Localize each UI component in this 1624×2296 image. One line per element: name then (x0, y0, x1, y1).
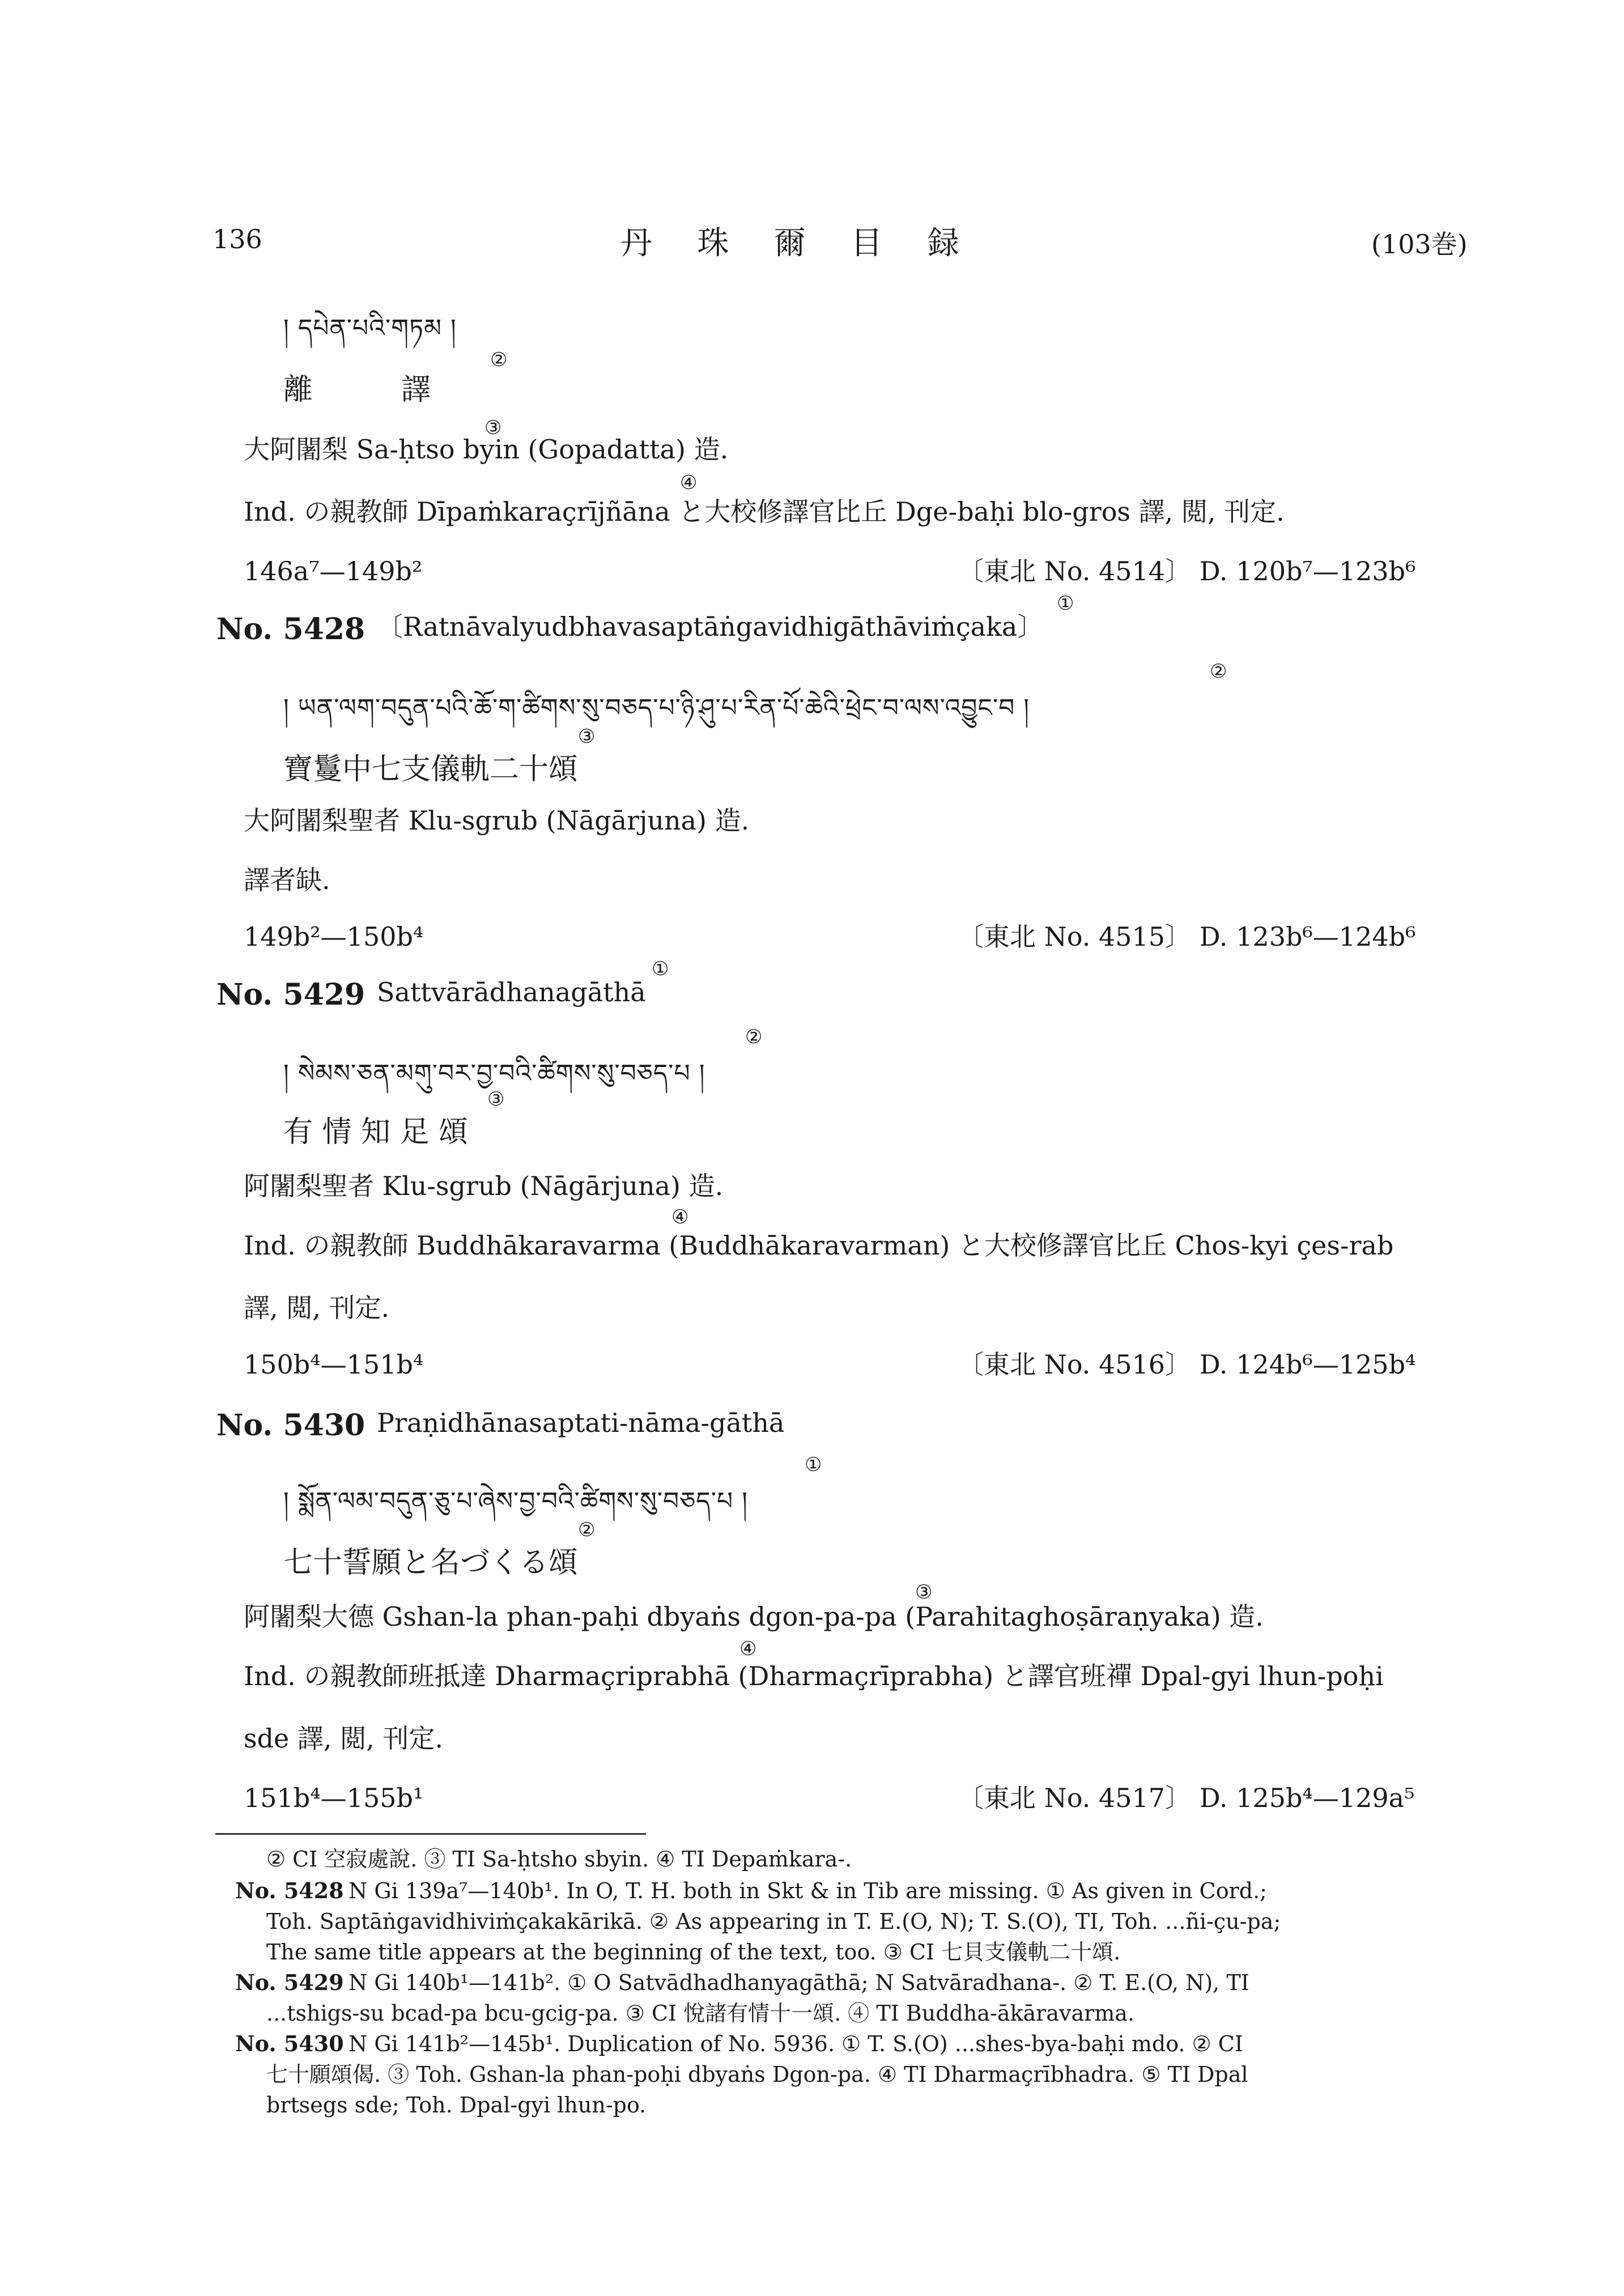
volume-label: (103巻) (1371, 229, 1468, 260)
footnote-marker: ① (652, 958, 669, 980)
footnote-marker: ④ (739, 1638, 757, 1660)
entry-number: No. 5430 (216, 1408, 365, 1443)
footnote-line: N Gi 140b¹—141b². ① O Satvādhadhanyagāthā; N Satvāradhana-. ② T. E.(O, N), TI (348, 1970, 1249, 1995)
sanskrit-title: Sattvārādhanagāthā (377, 977, 646, 1007)
tibetan-title: ། སྨོན་ལམ་བདུན་ཅུ་པ་ཞེས་བྱ་བའི་ཚིགས་སུ་བཅད་པ ། (283, 1487, 748, 1516)
footnote-marker: ② (578, 1519, 596, 1541)
footnote-line: N Gi 141b²—145b¹. Duplication of No. 5936. ① T. S.(O) ...shes-bya-baḥi mdo. ② CI (348, 2031, 1243, 2056)
footnote-marker: ③ (484, 416, 502, 439)
footnote-marker: ① (1057, 592, 1074, 615)
folio-range: 151b⁴—155b¹ (244, 1783, 424, 1813)
translator-line: Ind. の親教師 Buddhākaravarma (Buddhākaravarman) と大校修譯官比丘 Chos-kyi çes-rab (244, 1230, 1394, 1261)
chinese-title: 七十誓願と名づくる頌 (283, 1546, 579, 1580)
folio-range: 146a⁷—149b² (244, 556, 423, 586)
entry-number: No. 5428 (216, 612, 365, 647)
translator-line: Ind. の親教師 Dīpaṁkaraçrījñāna と大校修譯官比丘 Dge-baḥi blo-gros 譯, 閲, 刊定. (244, 496, 1285, 527)
footnote-marker: ① (805, 1453, 822, 1476)
folio-range: 150b⁴—151b⁴ (244, 1349, 424, 1380)
tibetan-title: ། ཡན་ལག་བདུན་པའི་ཆོ་ག་ཚིགས་སུ་བཅད་པ་ཉི་ཤུ་པ་རིན་པོ་ཆེའི་ཕྲེང་བ་ལས་འབྱུང་བ ། (283, 694, 1030, 722)
sanskrit-title: Praṇidhānasaptati-nāma-gāthā (377, 1408, 785, 1438)
chinese-title: 寶鬘中七支儀軌二十頌 (283, 752, 579, 786)
footnote-line: ...tshigs-su bcad-pa bcu-gcig-pa. ③ CI 悅諸有情十一頌. ④ TI Buddha-ākāravarma. (266, 2001, 1135, 2026)
footnote-marker: ③ (915, 1581, 933, 1604)
footnote-line: N Gi 139a⁷—140b¹. In O, T. H. both in Skt & in Tib are missing. ① As given in Cord.; (348, 1878, 1267, 1903)
footnote-line: ② CI 空寂處說. ③ TI Sa-ḥtsho sbyin. ④ TI Depaṁkara-. (266, 1847, 852, 1872)
entry-number: No. 5429 (216, 977, 365, 1012)
tohoku-reference: 〔東北 No. 4515〕 D. 123b⁶—124b⁶ (958, 921, 1416, 952)
folio-range: 149b²—150b⁴ (244, 921, 424, 952)
chinese-title: 有 情 知 足 頌 (283, 1115, 469, 1149)
page-number: 136 (212, 224, 262, 254)
footnote-marker: ③ (487, 1088, 505, 1111)
footnote-marker: ④ (680, 471, 698, 494)
footnote-marker: ④ (671, 1206, 689, 1228)
footnote-line: The same title appears at the beginning of the text, too. ③ CI 七貝支儀軌二十頌. (266, 1940, 1121, 1965)
page-title: 丹 珠 爾 目 録 (620, 225, 977, 262)
translator-line-continued: 譯, 閲, 刊定. (244, 1292, 390, 1323)
tohoku-reference: 〔東北 No. 4517〕 D. 125b⁴—129a⁵ (958, 1783, 1415, 1813)
translator-line: Ind. の親教師班抵達 Dharmaçriprabhā (Dharmaçrīprabha) と譯官班禪 Dpal-gyi lhun-poḥi (244, 1661, 1384, 1691)
sanskrit-title: 〔Ratnāvalyudbhavasaptāṅgavidhigāthāviṁçaka〕 (377, 611, 1044, 642)
tibetan-title: ། སེམས་ཅན་མགུ་བར་བྱ་བའི་ཚིགས་སུ་བཅད་པ ། (283, 1059, 705, 1088)
footnote-line: brtsegs sde; Toh. Dpal-gyi lhun-po. (266, 2093, 647, 2118)
author-line: 大阿闍梨 Sa-ḥtso byin (Gopadatta) 造. (244, 434, 729, 465)
footnote-label: No. 5430 (235, 2031, 344, 2056)
author-line: 阿闍梨聖者 Klu-sgrub (Nāgārjuna) 造. (244, 1171, 724, 1201)
footnote-rule (215, 1833, 646, 1835)
footnote-line: Toh. Saptāṅgavidhiviṁçakakārikā. ② As appearing in T. E.(O, N); T. S.(O), TI, Toh. ...ñi-çu-pa; (266, 1909, 1281, 1934)
tohoku-reference: 〔東北 No. 4516〕 D. 124b⁶—125b⁴ (958, 1349, 1416, 1380)
footnote-marker: ② (1210, 660, 1227, 683)
footnote-line: 七十願頌偈. ③ Toh. Gshan-la phan-poḥi dbyaṅs Dgon-pa. ④ TI Dharmaçrībhadra. ⑤ TI Dpal (266, 2062, 1248, 2087)
chinese-title: 離 譯 (283, 373, 431, 407)
tibetan-title: ། དཔེན་པའི་གཏམ ། (283, 314, 457, 343)
translator-line: 譯者缺. (244, 865, 330, 895)
footnote-marker: ② (745, 1026, 763, 1048)
footnote-marker: ③ (578, 725, 596, 748)
footnote-marker: ② (490, 348, 508, 371)
author-line: 阿闍梨大德 Gshan-la phan-paḥi dbyaṅs dgon-pa-pa (Parahitaghoṣāraṇyaka) 造. (244, 1601, 1264, 1632)
footnote-label: No. 5428 (235, 1878, 344, 1903)
footnote-label: No. 5429 (235, 1970, 344, 1995)
author-line: 大阿闍梨聖者 Klu-sgrub (Nāgārjuna) 造. (244, 805, 750, 836)
tohoku-reference: 〔東北 No. 4514〕 D. 120b⁷—123b⁶ (958, 556, 1416, 586)
translator-line-continued: sde 譯, 閲, 刊定. (244, 1723, 444, 1754)
